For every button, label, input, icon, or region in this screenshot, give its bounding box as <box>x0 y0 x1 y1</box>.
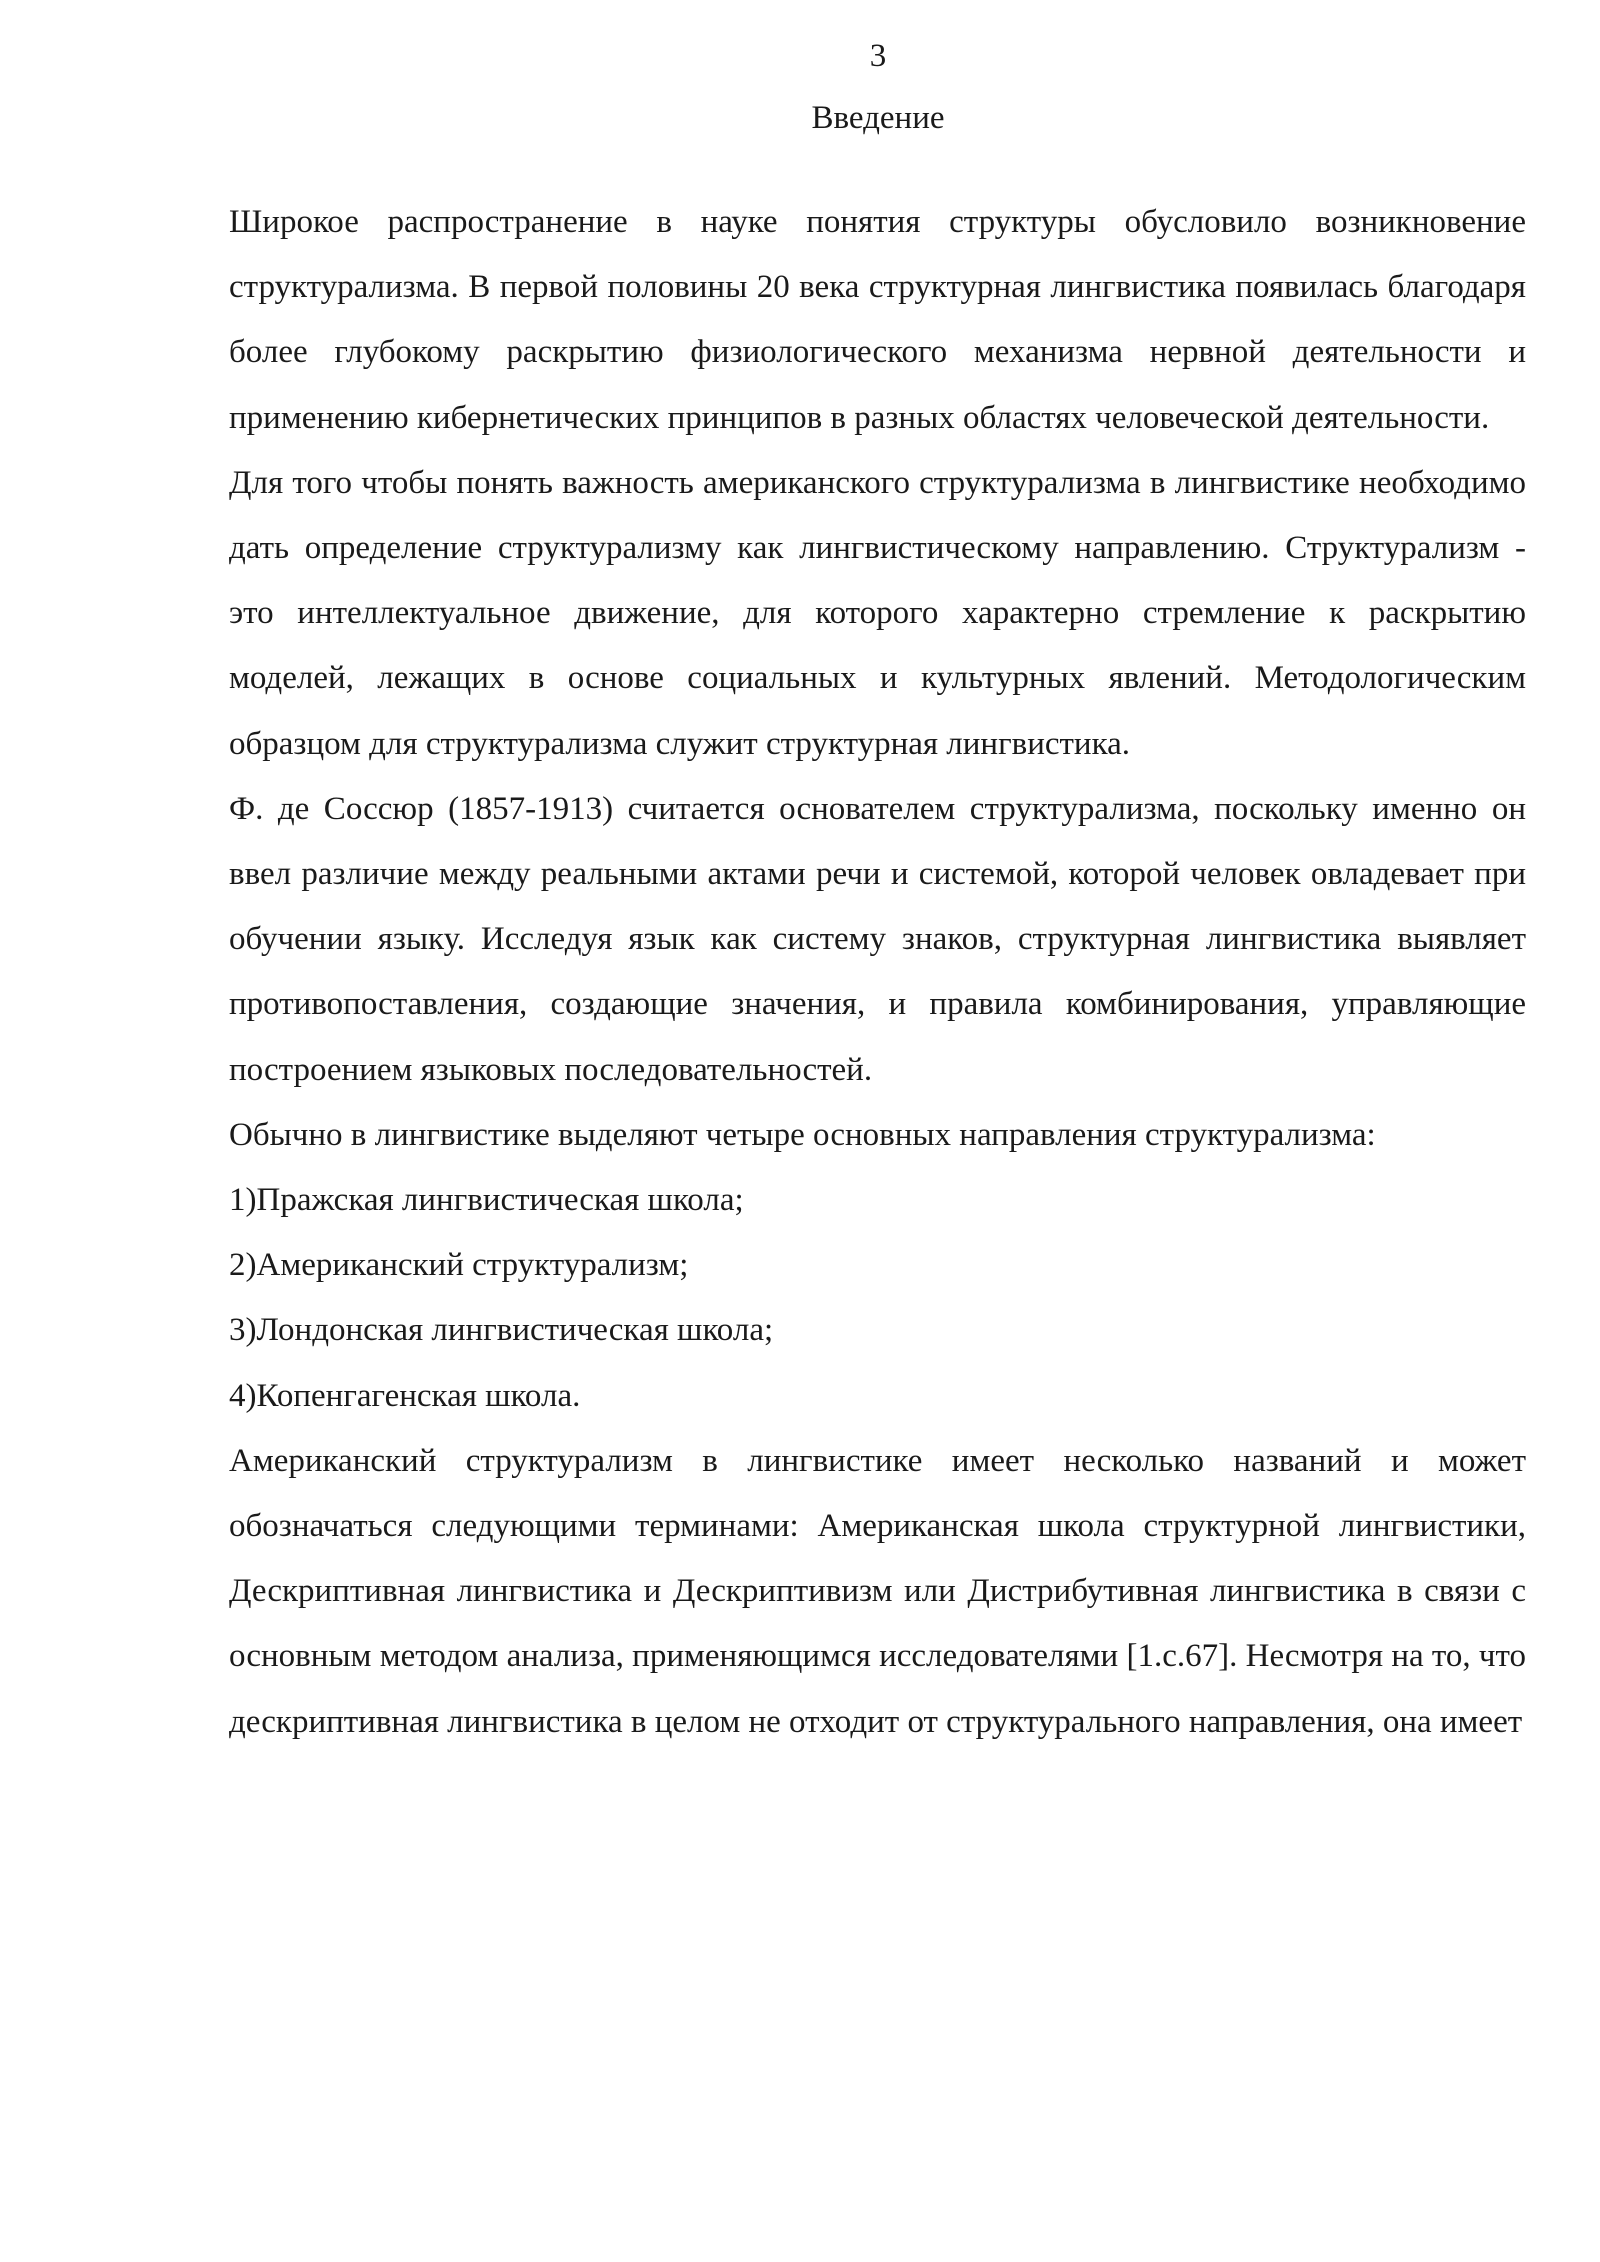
list-item-2: 2)Американский структурализм; <box>229 1247 689 1284</box>
page-number: 3 <box>869 38 887 74</box>
page-title: Введение <box>811 100 945 136</box>
paragraph-3: Ф. де Соссюр (1857-1913) считается основателем структурализма, поскольку именно он ввел различие между реальными актами речи и системой, которой человек овладевает при обучении языку. Исследуя язык как систему знаков, структурная лингвистика выявляет противопоставления, создающие значения, и правила комбинирования, управляющие построением языковых последовательностей. <box>229 790 1526 1088</box>
paragraph-1: Широкое распространение в науке понятия структуры обусловило возникновение структурализма. В первой половины 20 века структурная лингвистика появилась благодаря более глубокому раскрытию физиологического механизма нервной деятельности и применению кибернетических принципов в разных областях человеческой деятельности. <box>229 204 1526 436</box>
paragraph-5: Американский структурализм в лингвистике имеет несколько названий и может обозначаться следующими терминами: Американская школа структурной лингвистики, Дескриптивная лингвистика и Дескриптивизм или Дистрибутивная лингвистика в связи с основным методом анализа, применяющимся исследователями [1.с.67]. Несмотря на то, что дескриптивная лингвистика в целом не отходит от структурального направления, она имеет <box>229 1442 1526 1740</box>
paragraph-4: Обычно в лингвистике выделяют четыре основных направления структурализма: <box>229 1116 1376 1153</box>
list-item-3: 3)Лондонская лингвистическая школа; <box>229 1312 774 1349</box>
list-item-4: 4)Копенгагенская школа. <box>229 1377 581 1414</box>
document-body <box>229 190 1526 1755</box>
paragraph-2: Для того чтобы понять важность американского структурализма в лингвистике необходимо дать определение структурализму как лингвистическому направлению. Структурализм - это интеллектуальное движение, для которого характерно стремление к раскрытию моделей, лежащих в основе социальных и культурных явлений. Методологическим образцом для структурализма служит структурная лингвистика. <box>229 464 1526 762</box>
list-item-1: 1)Пражская лингвистическая школа; <box>229 1182 744 1219</box>
